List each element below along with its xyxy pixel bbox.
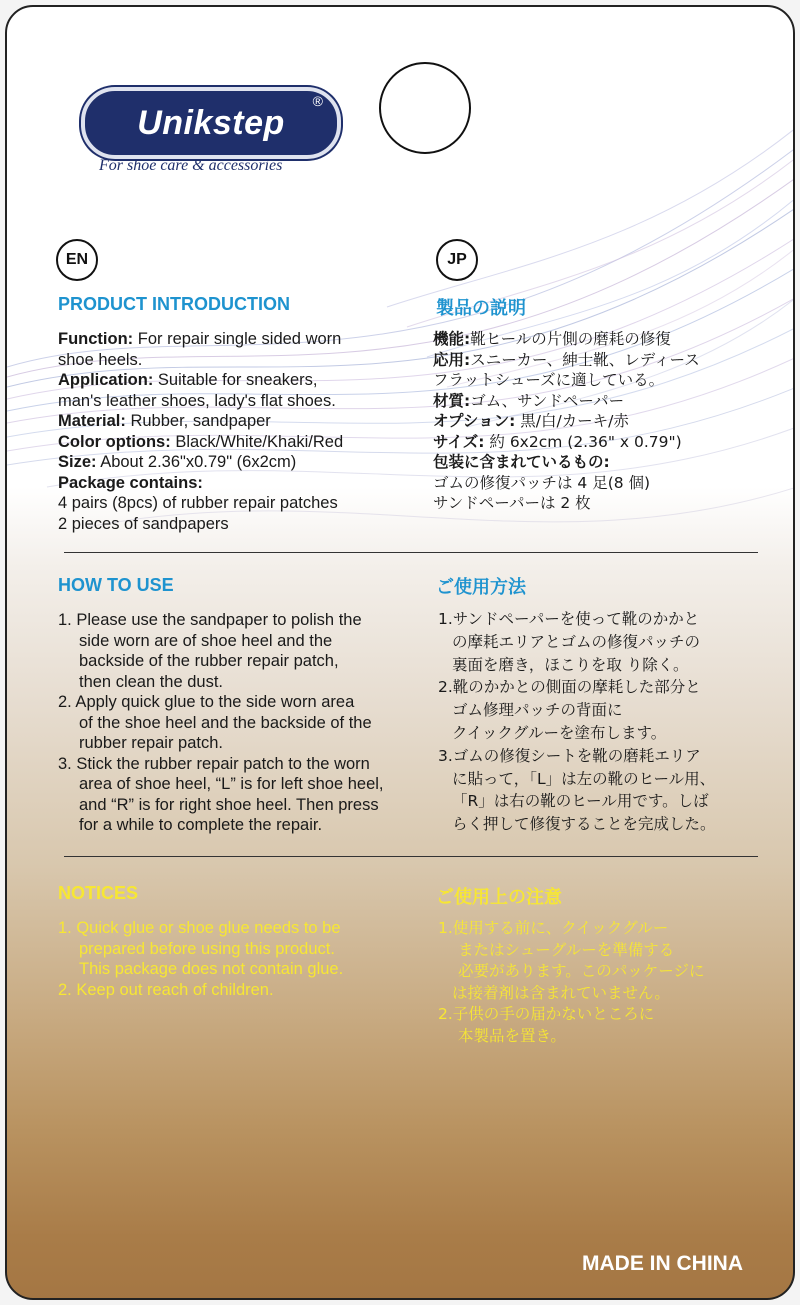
howto-en-line: and “R” is for right shoe heel. Then press [79, 795, 379, 814]
howto-en-line: 2. Apply quick glue to the side worn area [58, 693, 355, 711]
notice-jp-line: は接着剤は含まれていません。 [452, 983, 670, 1002]
howto-en-line: side worn are of shoe heel and the [79, 631, 333, 650]
hang-hole [379, 62, 471, 154]
howto-jp-line: に貼って，「L」は左の靴のヒール用、 [452, 769, 716, 788]
brand-name: Unikstep [137, 103, 285, 142]
intro-heading-en: PRODUCT INTRODUCTION [58, 294, 290, 314]
howto-jp-line: 1.サンドペーパーを使って靴のかかと [438, 610, 700, 628]
application-label: Application: [58, 371, 154, 389]
howto-en-line: backside of the rubber repair patch, [79, 652, 339, 670]
notice-jp-line: 必要があります。このパッケージに [458, 962, 705, 980]
divider-2 [64, 856, 758, 857]
howto-jp-line: らく押して修復することを完成した。 [452, 815, 716, 834]
howto-text-en [58, 610, 384, 836]
howto-jp-line: ゴム修理パッチの背面に [452, 701, 623, 720]
howto-heading-en: HOW TO USE [58, 575, 174, 595]
notices-text-jp [438, 918, 704, 1047]
package-item-2: 2 pieces of sandpapers [58, 514, 229, 533]
package-item-1: 4 pairs (8pcs) of rubber repair patches [58, 494, 338, 512]
jp-package-item-1: ゴムの修復パッチは 4 足(8 個) [433, 473, 651, 492]
notices-heading-jp: ご使用上の注意 [436, 887, 562, 907]
notices-text-en [58, 918, 343, 1000]
function-value-cont: shoe heels. [58, 350, 143, 369]
material-value: Rubber, sandpaper [125, 412, 271, 430]
howto-en-line: for a while to complete the repair. [79, 816, 323, 834]
product-card [5, 5, 795, 1300]
howto-jp-line: 「R」は右の靴のヒール用です。しば [452, 792, 709, 811]
howto-en-line: area of shoe heel, “L” is for left shoe heel, [79, 775, 384, 793]
registered-mark: ® [312, 93, 323, 109]
notice-en-line: prepared before using this product. [79, 939, 335, 958]
howto-en-line: then clean the dust. [79, 672, 224, 691]
howto-text-jp [438, 608, 716, 836]
brand-logo [81, 87, 341, 159]
intro-text-jp [433, 329, 700, 514]
howto-en-line: of the shoe heel and the backside of the [79, 713, 372, 732]
jp-option-value: 黒/白/カーキ/赤 [515, 412, 629, 430]
application-value-cont: man's leather shoes, lady's flat shoes. [58, 391, 336, 410]
jp-application-label: 応用: [433, 350, 471, 369]
color-value: Black/White/Khaki/Red [170, 432, 344, 451]
notice-en-line: 2. Keep out reach of children. [58, 980, 274, 999]
jp-size-label: サイズ: [433, 432, 485, 451]
notice-en-line: 1. Quick glue or shoe glue needs to be [58, 919, 341, 937]
howto-jp-line: 2.靴のかかとの側面の摩耗した部分と [438, 678, 701, 697]
howto-jp-line: クイックグルーを塗布します。 [452, 723, 667, 742]
jp-function-value: 靴ヒールの片側の磨耗の修復 [470, 330, 671, 348]
howto-jp-line: 3.ゴムの修復シートを靴の磨耗エリア [438, 746, 701, 765]
size-value: About 2.36"x0.79" (6x2cm) [96, 453, 297, 471]
howto-heading-jp: ご使用方法 [436, 577, 526, 597]
jp-application-value-cont: フラットシューズに適している。 [433, 371, 665, 389]
function-value: For repair single sided worn [133, 330, 342, 348]
notices-heading-en: NOTICES [58, 883, 139, 903]
en-language-badge: EN [56, 239, 98, 281]
function-label: Function: [58, 330, 134, 348]
notice-jp-line: 2.子供の手の届かないところに [438, 1005, 655, 1023]
jp-function-label: 機能: [433, 330, 471, 348]
application-value: Suitable for sneakers, [153, 371, 318, 389]
howto-en-line: rubber repair patch. [79, 734, 223, 752]
howto-en-line: 1. Please use the sandpaper to polish the [58, 611, 362, 629]
jp-material-value: ゴム、サンドペーパー [470, 391, 625, 410]
notice-jp-line: 本製品を置き。 [458, 1026, 566, 1045]
howto-jp-line: 裏面を磨き，ほこりを取 り除く。 [452, 655, 689, 674]
jp-option-label: オプション: [433, 412, 516, 430]
intro-heading-jp: 製品の説明 [436, 298, 526, 318]
color-label: Color options: [58, 432, 171, 451]
howto-jp-line: の摩耗エリアとゴムの修復パッチの [452, 632, 701, 651]
jp-language-badge: JP [436, 239, 478, 281]
notice-en-line: This package does not contain glue. [79, 960, 344, 978]
jp-material-label: 材質: [433, 391, 471, 410]
notice-jp-line: 1.使用する前に、クイックグルー [438, 919, 669, 937]
package-label: Package contains: [58, 473, 203, 492]
howto-en-line: 3. Stick the rubber repair patch to the worn [58, 754, 370, 773]
intro-text-en [58, 329, 343, 534]
notice-jp-line: またはシューグルーを準備する [458, 940, 675, 959]
made-in-label: MADE IN CHINA [582, 1252, 743, 1275]
jp-size-value: 約 6x2cm (2.36" x 0.79") [484, 432, 682, 451]
jp-application-value: スニーカー、紳士靴、レディース [470, 350, 700, 369]
brand-tagline: For shoe care & accessories [99, 157, 283, 174]
size-label: Size: [58, 453, 97, 471]
material-label: Material: [58, 412, 126, 430]
jp-package-label: 包装に含まれているもの: [433, 453, 610, 471]
jp-package-item-2: サンドペーパーは 2 枚 [433, 494, 591, 512]
divider-1 [64, 552, 758, 553]
